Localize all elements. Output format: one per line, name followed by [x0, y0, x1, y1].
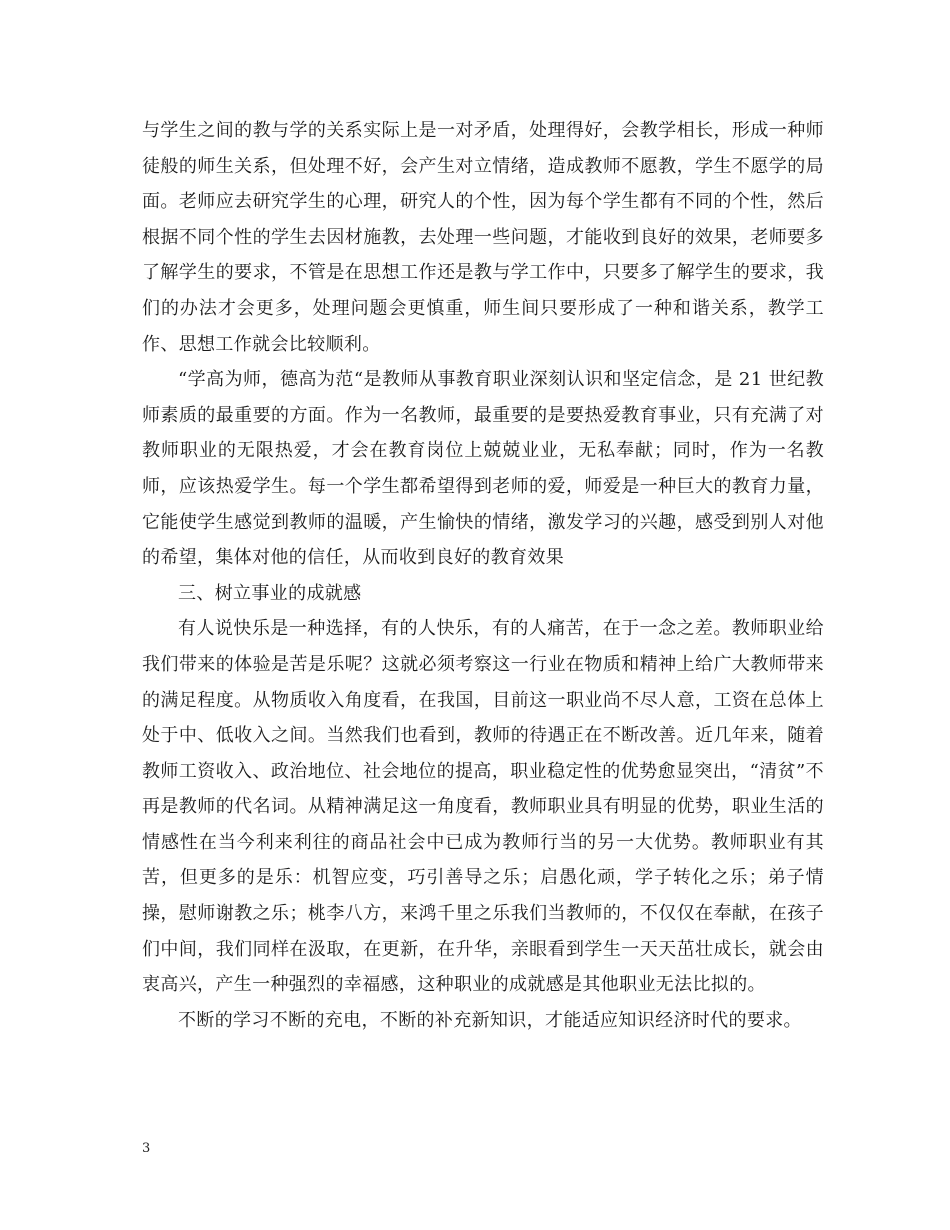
paragraph-teacher-student-relationship: 与学生之间的教与学的关系实际上是一对矛盾，处理得好，会教学相长，形成一种师徒般的师生关系，但处理不好，会产生对立情绪，造成教师不愿教，学生不愿学的局面。老师应去研究学生的心理，研究人的个性，因为每个学生都有不同的个性，然后根据不同个性的学生去因材施教，去处理一些问题，才能收到良好的效果，老师要多了解学生的要求，不管是在思想工作还是教与学工作中，只要多了解学生的要求，我们的办法才会更多，处理问题会更慎重，师生间只要形成了一种和谐关系，教学工作、思想工作就会比较顺利。: [142, 120, 824, 355]
paragraph-teacher-virtue: “学高为师，德高为范“是教师从事教育职业深刻认识和坚定信念，是 21 世纪教师素质的最重要的方面。作为一名教师，最重要的是要热爱教育事业，只有充满了对教师职业的无限热爱，才会在教育岗位上兢兢业业，无私奉献；同时，作为一名教师，应该热爱学生。每一个学生都希望得到老师的爱，师爱是一种巨大的教育力量，它能使学生感觉到教师的温暖，产生愉快的情绪，激发学习的兴趣，感受到别人对他的希望，集体对他的信任，从而收到良好的教育效果: [142, 369, 824, 569]
document-body: [142, 113, 824, 1038]
paragraph-continuous-learning: 不断的学习不断的充电，不断的补充新知识，才能适应知识经济时代的要求。: [178, 1009, 802, 1031]
page-number: 3: [142, 1141, 151, 1156]
section-heading-achievement: 三、树立事业的成就感: [178, 582, 362, 604]
paragraph-happiness-choice: 有人说快乐是一种选择，有的人快乐，有的人痛苦，在于一念之差。教师职业给我们带来的体验是苦是乐呢？这就必须考察这一行业在物质和精神上给广大教师带来的满足程度。从物质收入角度看，在我国，目前这一职业尚不尽人意，工资在总体上处于中、低收入之间。当然我们也看到，教师的待遇正在不断改善。近几年来，随着教师工资收入、政治地位、社会地位的提高，职业稳定性的优势愈显突出，“清贫”不再是教师的代名词。从精神满足这一角度看，教师职业具有明显的优势，职业生活的情感性在当今利来利往的商品社会中已成为教师行当的另一大优势。教师职业有其苦，但更多的是乐：机智应变，巧引善导之乐；启愚化顽，学子转化之乐；弟子情操，慰师谢教之乐；桃李八方，来鸿千里之乐我们当教师的，不仅仅在奉献，在孩子们中间，我们同样在汲取，在更新，在升华，亲眼看到学生一天天茁壮成长，就会由衷高兴，产生一种强烈的幸福感，这种职业的成就感是其他职业无法比拟的。: [142, 618, 824, 996]
